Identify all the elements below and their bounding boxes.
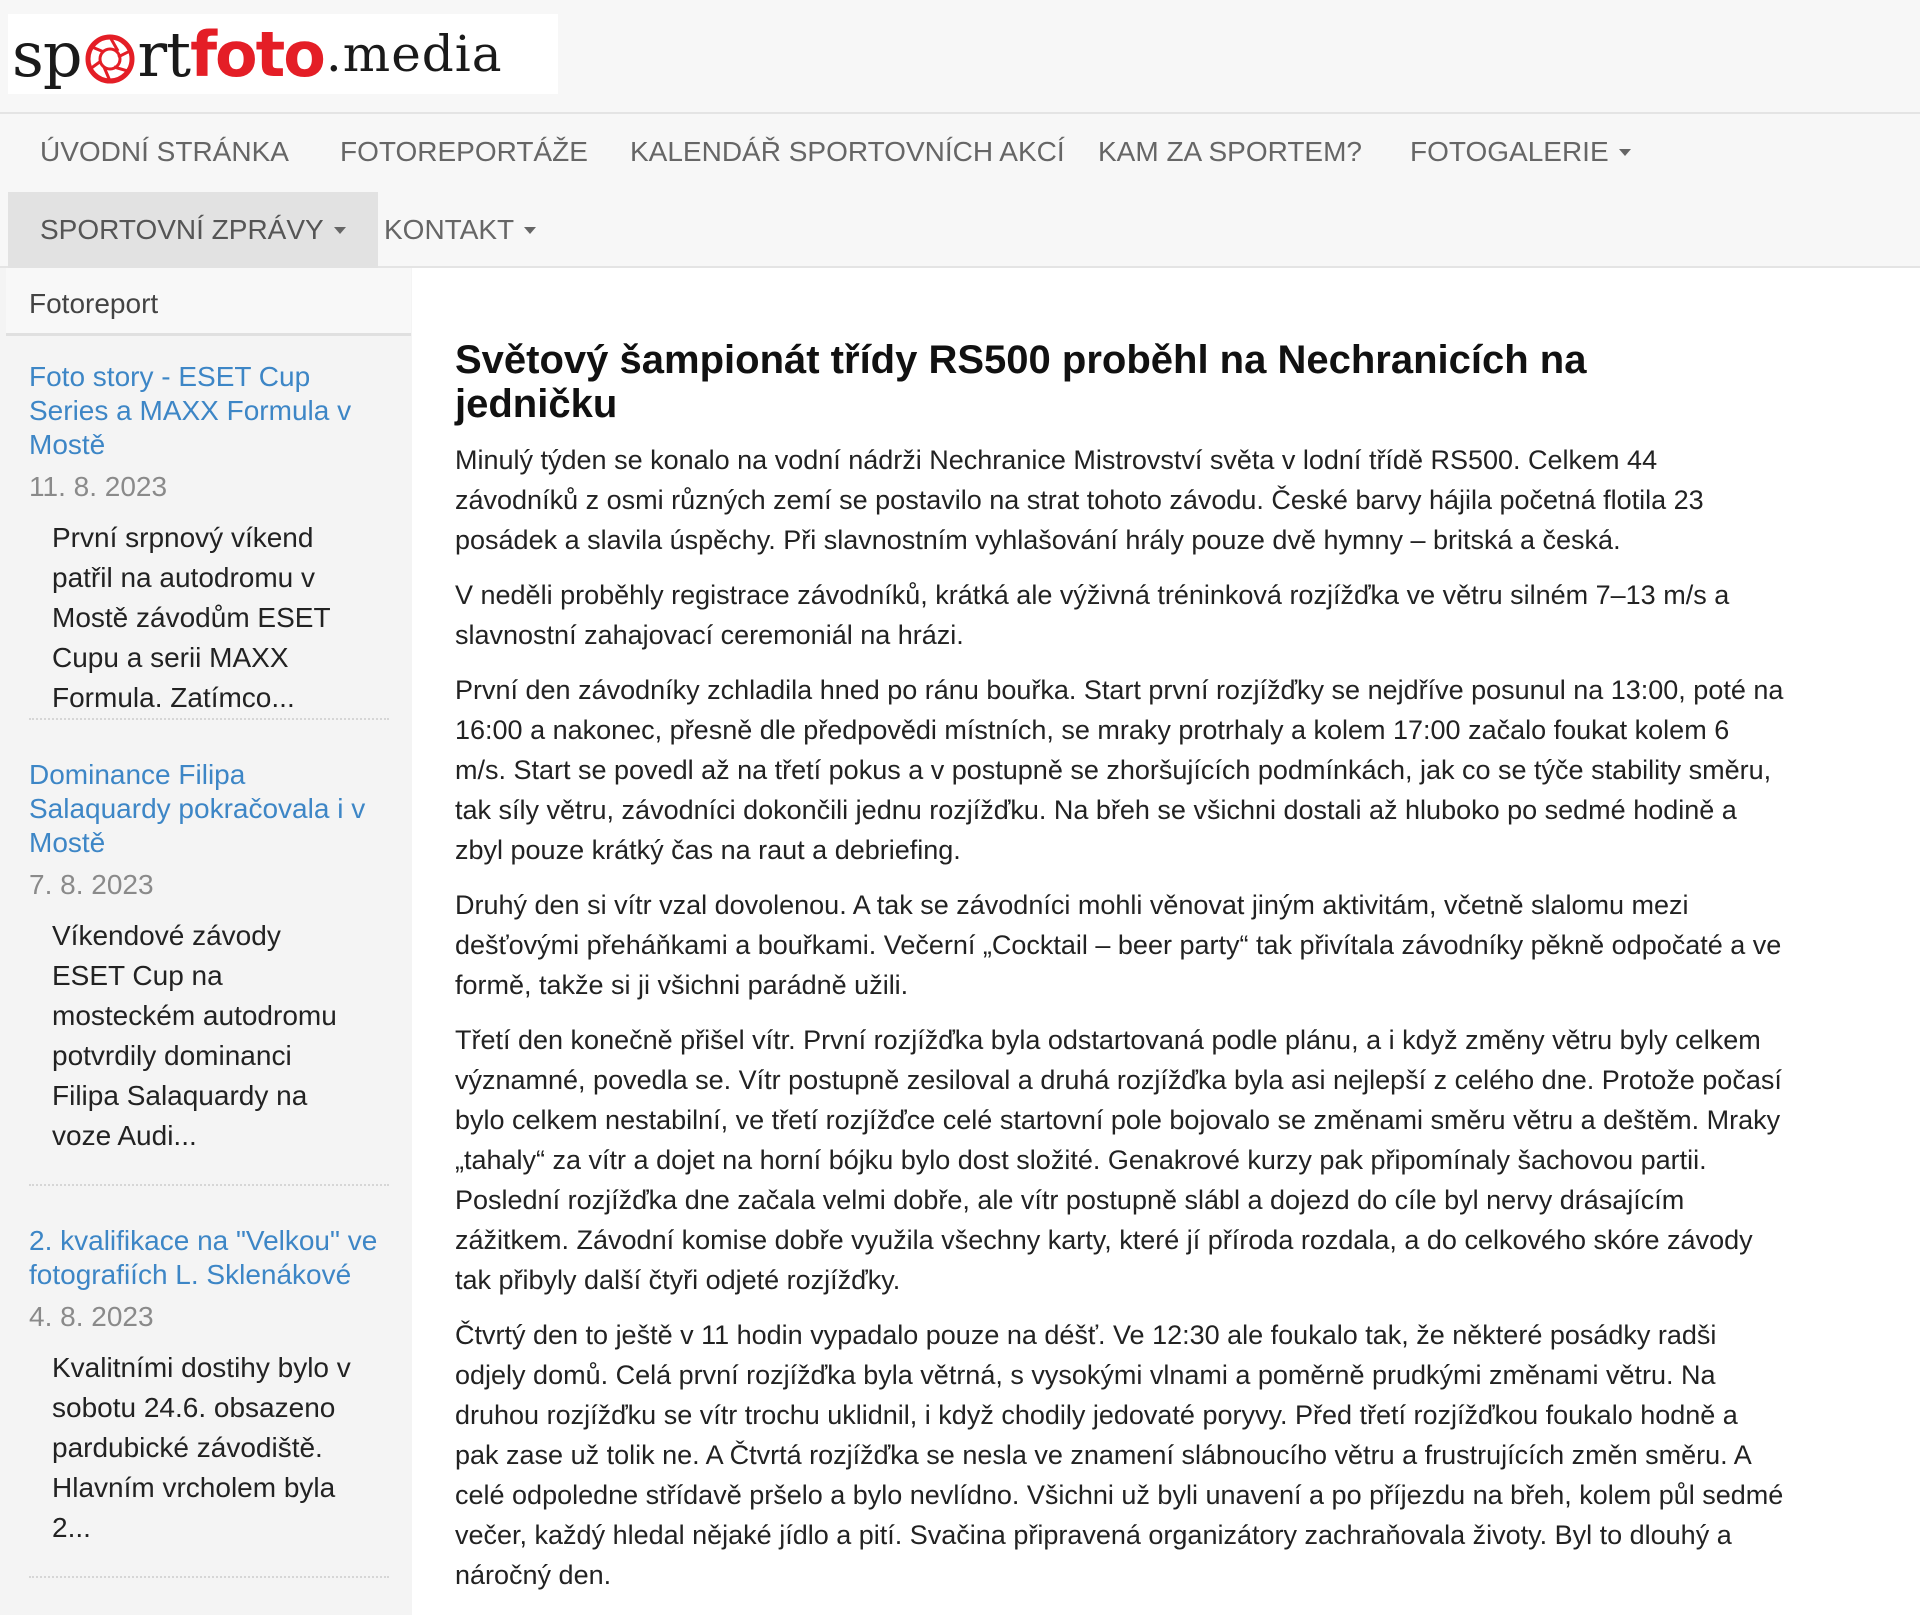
sidebar-post [29,360,394,718]
sidebar-post-date: 11. 8. 2023 [29,471,168,502]
article-paragraph: Minulý týden se konalo na vodní nádrži Nechranice Mistrovství světa v lodní třídě RS500. Celkem 44 závodníků z osmi různých zemí se postavilo na strat tohoto závodu. České barvy hájila početná flotila 23 posádek a slavila úspěchy. Při slavnostním vyhlašování hrály pouze dvě hymny – britská a česká. [455,445,1704,555]
sidebar-post-date: 4. 8. 2023 [29,1301,154,1332]
article-title: Světový šampionát třídy RS500 proběhl na Nechranicích na jedničku [455,338,1587,426]
site-header [0,0,1920,112]
logo-text-sp: sp [12,17,82,91]
article-paragraph: Třetí den konečně přišel vítr. První rozjížďka byla odstartovaná podle plánu, a i když změny větru byly celkem významné, povedla se. Vítr postupně zesiloval a druhá rozjížďka byla asi nejlepší z celého dne. Protože počasí bylo celkem nestabilní, ve třetí rozjížďce celé startovní pole bojovalo se změnami směru větru a deštěm. Mraky „tahaly“ za vítr a dojet na horní bójku bylo dost složité. Genakrové kurzy pak připomínaly šachovou partii. Poslední rozjížďka dne začala velmi dobře, ale vítr postupně slábl a dojezd do cíle byl nervy drásajícím zážitkem. Závodní komise dobře využila všechny karty, které jí příroda rozdala, a do celkového skóre závody tak přibyly další čtyři odjeté rozjížďky. [455,1025,1782,1295]
logo-text-foto: foto [190,17,324,91]
sidebar-divider [29,718,389,720]
sidebar-heading: Fotoreport [6,268,411,336]
nav-item-sports-news[interactable] [8,192,378,268]
sidebar-post-excerpt: Kvalitními dostihy bylo v sobotu 24.6. obsazeno pardubické závodiště. Hlavním vrcholem byla 2... [52,1352,351,1543]
caret-down-icon [1619,149,1631,156]
nav-item-sports-calendar[interactable] [598,114,1097,190]
nav-item-where-to-sport[interactable] [1066,114,1394,190]
nav-item-label: KAM ZA SPORTEM? [1098,136,1362,167]
sidebar [6,268,411,1615]
sidebar-post-excerpt: První srpnový víkend patřil na autodromu v Mostě závodům ESET Cupu a serii MAXX Formula. Zatímco... [52,522,331,713]
nav-item-photoreports[interactable] [308,114,620,190]
logo-text-rt: rt [137,17,191,91]
sidebar-post-title-link[interactable]: Dominance Filipa Salaquardy pokračovala i v Mostě [29,759,366,858]
site-logo[interactable] [8,14,558,94]
sidebar-divider [29,1576,389,1578]
nav-item-label: FOTOREPORTÁŽE [340,136,588,167]
sidebar-post-excerpt: Víkendové závody ESET Cup na mosteckém autodromu potvrdily dominanci Filipa Salaquardy na voze Audi... [52,920,337,1151]
article-body [455,440,1785,1610]
sidebar-post [29,1224,394,1548]
sidebar-post-date: 7. 8. 2023 [29,869,154,900]
nav-item-label: KONTAKT [384,214,515,245]
sidebar-post-title-link[interactable]: 2. kvalifikace na "Velkou" ve fotografiích L. Sklenákové [29,1225,378,1290]
article-paragraph: První den závodníky zchladila hned po ránu bouřka. Start první rozjížďky se nejdříve posunul na 13:00, poté na 16:00 a nakonec, přesně dle předpovědi místních, se mraky protrhaly a kolem 17:00 začalo foukat kolem 6 m/s. Start se povedl až na třetí pokus a v postupně se zhoršujících podmínkách, jak co se týče stability směru, tak síly větru, závodníci dokončili jednu rozjížďku. Na břeh se všichni dostali až hluboko po sedmé hodině a zbyl pouze krátký čas na raut a debriefing. [455,675,1784,865]
sidebar-post-title-link[interactable]: Foto story - ESET Cup Series a MAXX Formula v Mostě [29,361,352,460]
sidebar-post [29,758,394,1156]
main-navigation [0,112,1920,268]
nav-item-contact[interactable] [352,192,568,268]
caret-down-icon [334,227,346,234]
article-container [412,268,1920,1615]
sidebar-divider [29,1184,389,1186]
nav-item-label: FOTOGALERIE [1410,136,1609,167]
nav-item-photogallery[interactable] [1378,114,1663,190]
camera-aperture-icon [84,33,136,85]
nav-item-label: ÚVODNÍ STRÁNKA [40,136,289,167]
nav-item-label: KALENDÁŘ SPORTOVNÍCH AKCÍ [630,136,1065,167]
nav-item-home[interactable] [8,114,321,190]
nav-item-label: SPORTOVNÍ ZPRÁVY [40,214,324,245]
article-paragraph: Druhý den si vítr vzal dovolenou. A tak se závodníci mohli věnovat jiným aktivitám, včetně slalomu mezi dešťovými přeháňkami a bouřkami. Večerní „Cocktail – beer party“ tak přivítala závodníky pěkně odpočaté a ve formě, takže si ji všichni parádně užili. [455,890,1782,1000]
article-paragraph: V neděli proběhly registrace závodníků, krátká ale výživná tréninková rozjížďka ve větru silném 7–13 m/s a slavnostní zahajovací ceremoniál na hrázi. [455,580,1730,650]
logo-text-media: .media [325,25,503,83]
article-paragraph: Čtvrtý den to ještě v 11 hodin vypadalo pouze na déšť. Ve 12:30 ale foukalo tak, že některé posádky radši odjely domů. Celá první rozjížďka byla větrná, s vysokými vlnami a poměrně prudkými změnami větru. Na druhou rozjížďku se vítr trochu uklidnil, i když chodily jedovaté poryvy. Před třetí rozjížďkou foukalo hodně a pak zase už tolik ne. A Čtvrtá rozjížďka se nesla ve znamení slábnoucího větru a frustrujících změn směru. A celé odpoledne střídavě pršelo a bylo nevlídno. Všichni už byli unavení a po příjezdu na břeh, kolem půl sedmé večer, každý hledal nějaké jídlo a pití. Svačina připravená organizátory zachraňovala životy. Byl to dlouhý a náročný den. [455,1320,1784,1590]
caret-down-icon [524,227,536,234]
